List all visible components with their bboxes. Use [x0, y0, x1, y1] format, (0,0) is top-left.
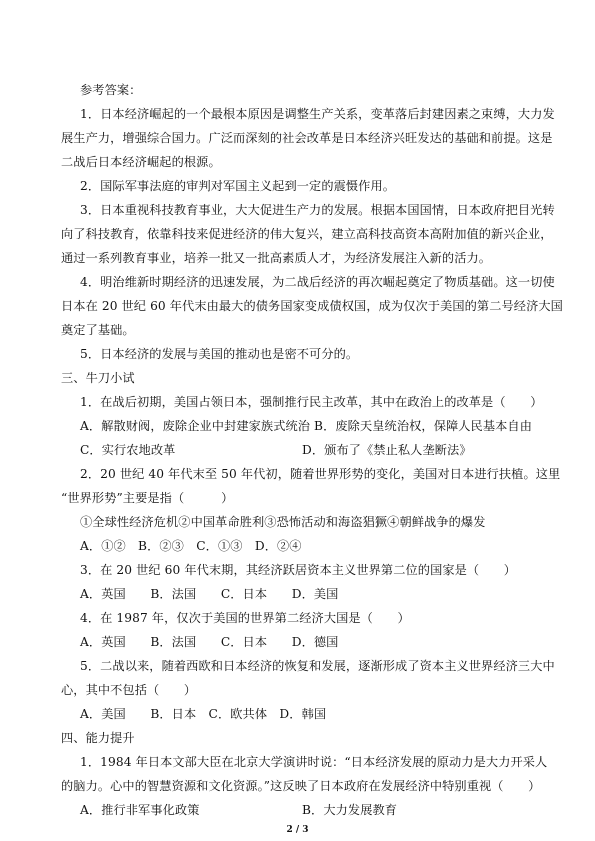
question-3-1-option-d: D．颁布了《禁止私人垄断法》	[302, 443, 472, 457]
answer-2: 2．国际军事法庭的审判对军国主义起到一定的震慑作用。	[80, 179, 396, 193]
section-3-heading: 三、牛刀小试	[61, 371, 135, 385]
question-3-2-options: A．①② B．②③ C．①③ D．②④	[80, 539, 302, 553]
answer-3-line-1: 3．日本重视科技教育事业，大大促进生产力的发展。根据本国国情，日本政府把目光转	[80, 203, 555, 217]
question-3-5-line-1: 5．二战以来，随着西欧和日本经济的恢复和发展，逐渐形成了资本主义世界经济三大中	[80, 659, 555, 673]
answer-3-line-2: 向了科技教育，依靠科技来促进经济的伟大复兴，建立高科技高资本高附加值的新兴企业，	[61, 227, 553, 241]
question-4-1-option-a: A．推行非军事化政策	[80, 803, 200, 817]
question-3-4-options: A．英国 B．法国 C．日本 D．德国	[80, 635, 339, 649]
answer-4-line-3: 奠定了基础。	[61, 323, 135, 337]
question-3-4: 4．在 1987 年，仅次于美国的世界第二经济大国是（ ）	[80, 611, 410, 625]
question-3-1-option-c: C．实行农地改革	[80, 443, 176, 457]
question-4-1-line-2: 的脑力。心中的智慧资源和文化资源。”这反映了日本政府在发展经济中特别重视（ ）	[61, 779, 541, 793]
section-4-heading: 四、能力提升	[61, 731, 135, 745]
answers-heading: 参考答案：	[80, 83, 142, 97]
question-3-2-line-2: “世界形势”主要是指（ ）	[61, 491, 234, 505]
answer-3-line-3: 通过一系列教育事业，培养一批又一批高素质人才，为经济发展注入新的活力。	[61, 251, 492, 265]
answer-4-line-2: 日本在 20 世纪 60 年代末由最大的债务国家变成债权国，成为仅次于美国的第二号经济大国	[61, 299, 563, 313]
answer-1-line-1: 1．日本经济崛起的一个最根本原因是调整生产关系，变革落后封建因素之束缚，大力发	[80, 107, 555, 121]
question-3-3-options: A．英国 B．法国 C．日本 D．美国	[80, 587, 339, 601]
question-3-1: 1．在战后初期，美国占领日本，强制推行民主改革，其中在政治上的改革是（ ）	[80, 395, 543, 409]
answer-5: 5．日本经济的发展与美国的推动也是密不可分的。	[80, 347, 359, 361]
question-4-1-option-b: B．大力发展教育	[302, 803, 398, 817]
answer-1-line-2: 展生产力，增强综合国力。广泛而深刻的社会改革是日本经济兴旺发达的基础和前提。这是	[61, 131, 553, 145]
question-4-1-line-1: 1．1984 年日本文部大臣在北京大学演讲时说：“日本经济发展的原动力是大力开采人	[80, 755, 548, 769]
question-3-2-items: ①全球性经济危机②中国革命胜利③恐怖活动和海盗猖獗④朝鲜战争的爆发	[80, 515, 486, 529]
question-3-3: 3．在 20 世纪 60 年代末期，其经济跃居资本主义世界第二位的国家是（ ）	[80, 563, 517, 577]
answer-4-line-1: 4．明治维新时期经济的迅速发展，为二战后经济的再次崛起奠定了物质基础。这一切使	[80, 275, 555, 289]
page-number: 2 / 3	[286, 825, 309, 835]
question-3-5-options: A．美国 B．日本 C．欧共体 D．韩国	[80, 707, 327, 721]
answer-1-line-3: 二战后日本经济崛起的根源。	[61, 155, 221, 169]
question-3-2-line-1: 2．20 世纪 40 年代末至 50 年代初，随着世界形势的变化，美国对日本进行扶植。这里	[80, 467, 561, 481]
question-3-1-options-ab: A．解散财阀，废除企业中封建家族式统治 B．废除天皇统治权，保障人民基本自由	[80, 419, 532, 433]
question-3-5-line-2: 心，其中不包括（ ）	[61, 683, 197, 697]
